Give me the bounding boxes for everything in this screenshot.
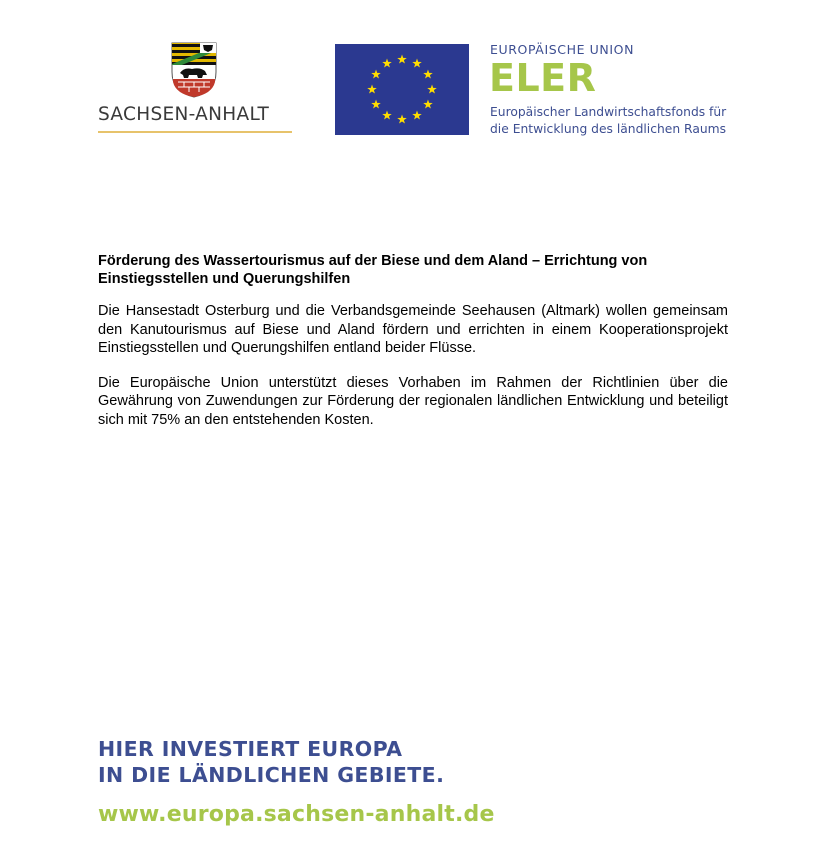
paragraph-funding-statement: Die Europäische Union unterstützt dieses Vorhaben im Rahmen der Richtlinien über die Gewährung von Zuwendungen zur Förderung der regionalen ländlichen Entwicklung und beteiligt sich mit 75% an den entstehenden Kosten. bbox=[98, 374, 728, 428]
sachsen-anhalt-wordmark: SACHSEN-ANHALT bbox=[98, 104, 270, 125]
document-title: Förderung des Wassertourismus auf der Biese und dem Aland – Errichtung von Einstiegsstellen und Querungshilfen bbox=[98, 253, 648, 287]
paragraph-project-description: Die Hansestadt Osterburg und die Verbandsgemeinde Seehausen (Altmark) wollen gemeinsam den Kanutourismus auf Biese und Aland fördern und errichten in einem Kooperationsprojekt Einstiegsstellen und Querungshilfen entland beider Flüsse. bbox=[98, 303, 728, 356]
eler-logo bbox=[490, 42, 790, 142]
eler-subtitle-line2: die Entwicklung des ländlichen Raums bbox=[490, 122, 727, 136]
sachsen-anhalt-coat-of-arms-icon bbox=[170, 42, 218, 98]
eu-flag-icon bbox=[335, 44, 469, 135]
logo-underline bbox=[98, 131, 292, 133]
website-url: www.europa.sachsen-anhalt.de bbox=[98, 802, 495, 827]
footer-slogan bbox=[98, 736, 698, 827]
sachsen-anhalt-logo bbox=[98, 42, 294, 138]
slogan-line2: IN DIE LÄNDLICHEN GEBIETE. bbox=[98, 763, 445, 787]
document-body bbox=[98, 252, 728, 445]
slogan-line1: HIER INVESTIERT EUROPA bbox=[98, 737, 403, 761]
eu-label: EUROPÄISCHE UNION bbox=[490, 42, 635, 57]
eler-subtitle-line1: Europäischer Landwirtschaftsfonds für bbox=[490, 105, 727, 119]
eler-acronym: ELER bbox=[489, 56, 597, 100]
